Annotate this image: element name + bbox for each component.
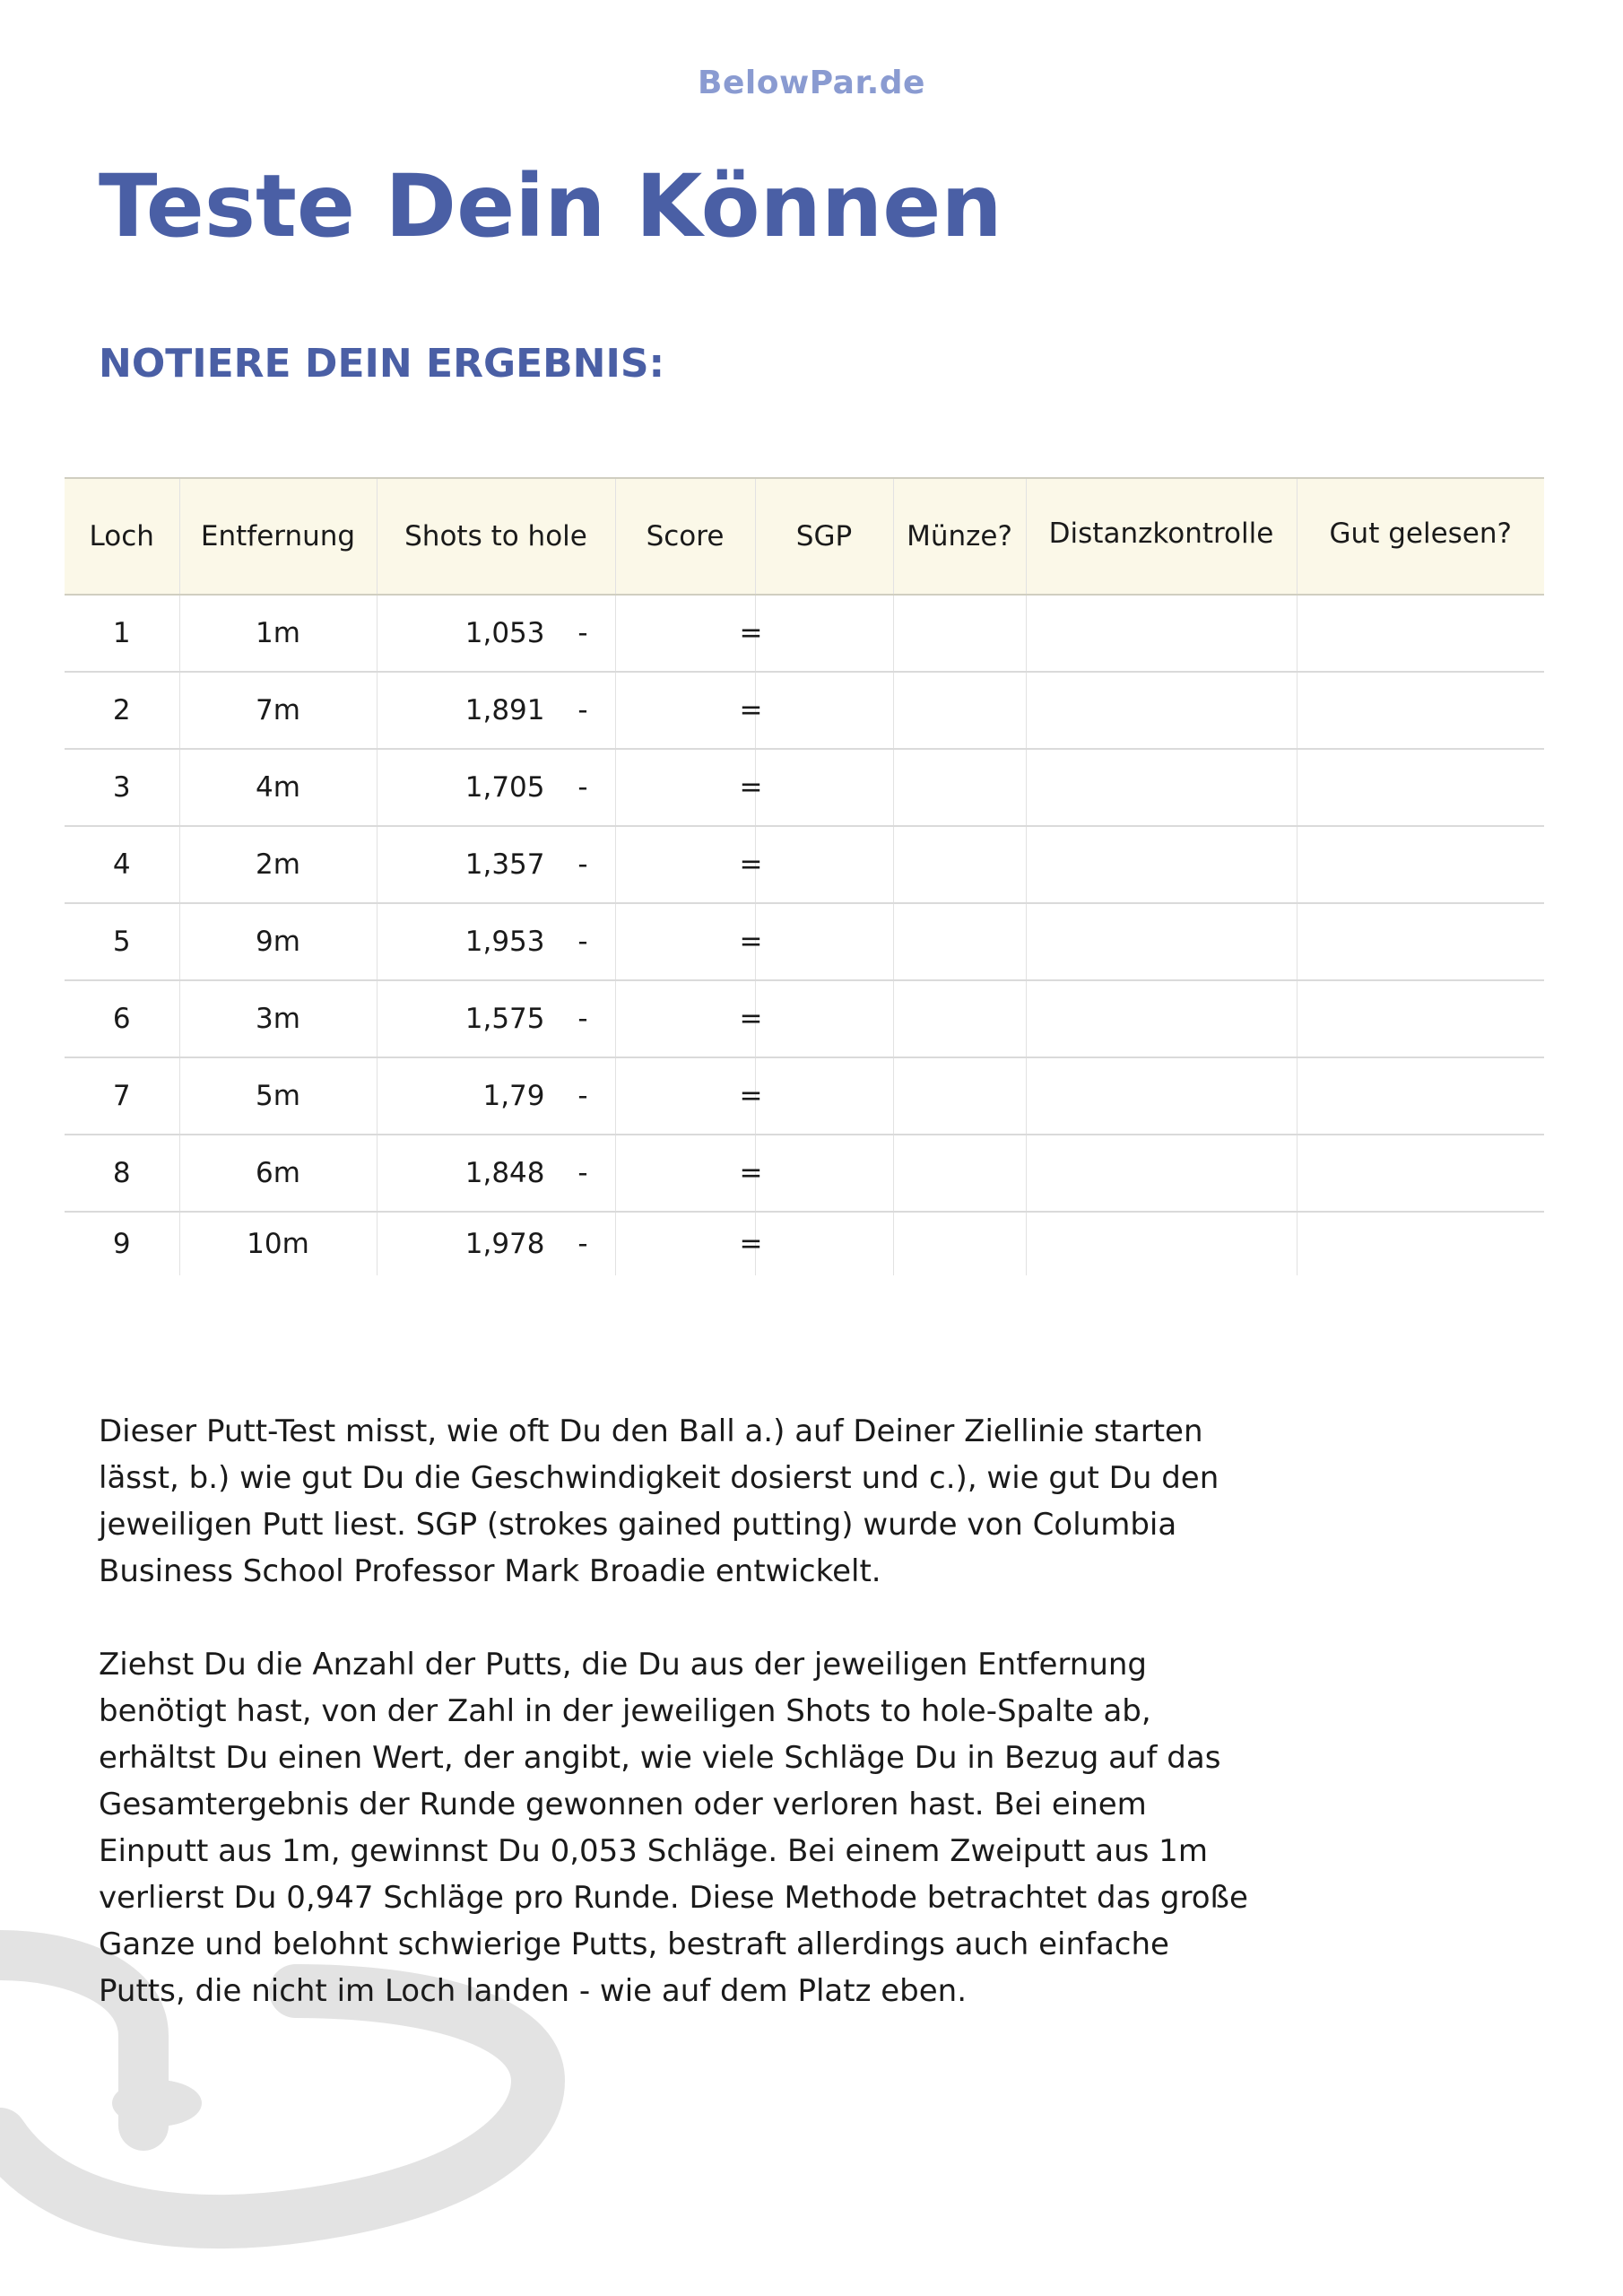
read-well-cell[interactable] bbox=[1297, 826, 1544, 903]
hole-cell: 2 bbox=[65, 672, 179, 749]
hole-cell: 6 bbox=[65, 980, 179, 1057]
column-header-hole: Loch bbox=[65, 478, 179, 595]
distance-cell: 9m bbox=[179, 903, 377, 980]
score-cell[interactable] bbox=[615, 980, 763, 1057]
shots-cell bbox=[377, 903, 615, 980]
shots-cell bbox=[377, 595, 615, 672]
coin-cell[interactable] bbox=[893, 1212, 1026, 1275]
minus-sign: - bbox=[577, 771, 588, 804]
coin-cell[interactable] bbox=[893, 595, 1026, 672]
shots-value: 1,891 bbox=[464, 694, 545, 726]
column-header-distance: Entfernung bbox=[179, 478, 377, 595]
read-well-cell[interactable] bbox=[1297, 1212, 1544, 1275]
score-cell[interactable] bbox=[615, 672, 763, 749]
distance-cell: 6m bbox=[179, 1135, 377, 1212]
shots-cell bbox=[377, 1212, 615, 1275]
description-text bbox=[99, 1408, 1264, 2061]
minus-sign: - bbox=[577, 1080, 588, 1112]
minus-sign: - bbox=[577, 1157, 588, 1189]
read-well-cell[interactable] bbox=[1297, 1057, 1544, 1135]
shots-cell bbox=[377, 749, 615, 826]
sgp-cell[interactable] bbox=[755, 595, 893, 672]
table-row bbox=[65, 749, 1544, 826]
section-title: NOTIERE DEIN ERGEBNIS: bbox=[99, 341, 665, 387]
minus-sign: - bbox=[577, 694, 588, 726]
sgp-cell[interactable] bbox=[755, 749, 893, 826]
shots-cell bbox=[377, 980, 615, 1057]
sgp-cell[interactable] bbox=[755, 1135, 893, 1212]
score-cell[interactable] bbox=[615, 1212, 763, 1275]
equals-sign: = bbox=[739, 926, 763, 958]
minus-sign: - bbox=[577, 848, 588, 881]
score-cell[interactable] bbox=[615, 903, 763, 980]
read-well-cell[interactable] bbox=[1297, 595, 1544, 672]
shots-value: 1,705 bbox=[464, 771, 545, 804]
column-header-shots-to-hole: Shots to hole bbox=[377, 478, 615, 595]
coin-cell[interactable] bbox=[893, 672, 1026, 749]
description-paragraph: Dieser Putt-Test misst, wie oft Du den Ball a.) auf Deiner Ziellinie starten lässt, b.) wie gut Du die Geschwindigkeit dosierst und c.), wie gut Du den jeweiligen Putt liest. SGP (strokes gained putting) wurde von Columbia Business School Professor Mark Broadie entwickelt. bbox=[99, 1413, 1219, 1589]
table-row bbox=[65, 826, 1544, 903]
distance-cell: 4m bbox=[179, 749, 377, 826]
equals-sign: = bbox=[739, 617, 763, 649]
equals-sign: = bbox=[739, 1228, 763, 1260]
equals-sign: = bbox=[739, 771, 763, 804]
column-header-score: Score bbox=[615, 478, 755, 595]
coin-cell[interactable] bbox=[893, 1057, 1026, 1135]
read-well-cell[interactable] bbox=[1297, 749, 1544, 826]
distance-control-cell[interactable] bbox=[1026, 749, 1297, 826]
shots-value: 1,848 bbox=[464, 1157, 545, 1189]
coin-cell[interactable] bbox=[893, 980, 1026, 1057]
score-cell[interactable] bbox=[615, 749, 763, 826]
sgp-cell[interactable] bbox=[755, 672, 893, 749]
sgp-cell[interactable] bbox=[755, 903, 893, 980]
shots-value: 1,79 bbox=[482, 1080, 545, 1112]
table-row bbox=[65, 903, 1544, 980]
distance-cell: 1m bbox=[179, 595, 377, 672]
distance-control-cell[interactable] bbox=[1026, 980, 1297, 1057]
distance-control-cell[interactable] bbox=[1026, 1212, 1297, 1275]
equals-sign: = bbox=[739, 694, 763, 726]
hole-cell: 8 bbox=[65, 1135, 179, 1212]
coin-cell[interactable] bbox=[893, 749, 1026, 826]
brand-name: BelowPar.de bbox=[698, 65, 925, 101]
distance-control-cell[interactable] bbox=[1026, 672, 1297, 749]
column-header-distance-control: Distanzkontrolle bbox=[1026, 478, 1297, 595]
hole-cell: 7 bbox=[65, 1057, 179, 1135]
table-row bbox=[65, 980, 1544, 1057]
shots-value: 1,575 bbox=[464, 1003, 545, 1035]
table-row bbox=[65, 595, 1544, 672]
sgp-cell[interactable] bbox=[755, 1212, 893, 1275]
shots-value: 1,053 bbox=[464, 617, 545, 649]
description-paragraph: Ziehst Du die Anzahl der Putts, die Du aus der jeweiligen Entfernung benötigt hast, von der Zahl in der jeweiligen Shots to hole-Spalte ab, erhältst Du einen Wert, der angibt, wie viele Schläge Du in Bezug auf das Gesamtergebnis der Runde gewonnen oder verloren hast. Bei einem Einputt aus 1m, gewinnst Du 0,053 Schläge. Bei einem Zweiputt aus 1m verlierst Du 0,947 Schläge pro Runde. Diese Methode betrachtet das große Ganze und belohnt schwierige Putts, bestraft allerdings auch einfache Putts, die nicht im Loch landen - wie auf dem Platz eben. bbox=[99, 1647, 1248, 2009]
read-well-cell[interactable] bbox=[1297, 672, 1544, 749]
column-header-read-well: Gut gelesen? bbox=[1297, 478, 1544, 595]
coin-cell[interactable] bbox=[893, 1135, 1026, 1212]
hole-cell: 4 bbox=[65, 826, 179, 903]
table-row bbox=[65, 1212, 1544, 1275]
coin-cell[interactable] bbox=[893, 903, 1026, 980]
hole-cell: 3 bbox=[65, 749, 179, 826]
equals-sign: = bbox=[739, 1157, 763, 1189]
column-header-sgp: SGP bbox=[755, 478, 893, 595]
minus-sign: - bbox=[577, 1003, 588, 1035]
minus-sign: - bbox=[577, 1228, 588, 1260]
hole-cell: 1 bbox=[65, 595, 179, 672]
distance-control-cell[interactable] bbox=[1026, 595, 1297, 672]
minus-sign: - bbox=[577, 926, 588, 958]
shots-value: 1,978 bbox=[464, 1228, 545, 1260]
table-row bbox=[65, 1057, 1544, 1135]
sgp-cell[interactable] bbox=[755, 826, 893, 903]
distance-cell: 10m bbox=[179, 1212, 377, 1275]
read-well-cell[interactable] bbox=[1297, 980, 1544, 1057]
equals-sign: = bbox=[739, 1003, 763, 1035]
shots-value: 1,357 bbox=[464, 848, 545, 881]
score-cell[interactable] bbox=[615, 1057, 763, 1135]
equals-sign: = bbox=[739, 1080, 763, 1112]
read-well-cell[interactable] bbox=[1297, 1135, 1544, 1212]
distance-control-cell[interactable] bbox=[1026, 826, 1297, 903]
sgp-cell[interactable] bbox=[755, 1057, 893, 1135]
score-cell[interactable] bbox=[615, 826, 763, 903]
table-row bbox=[65, 1135, 1544, 1212]
sgp-cell[interactable] bbox=[755, 980, 893, 1057]
distance-control-cell[interactable] bbox=[1026, 1135, 1297, 1212]
hole-cell: 9 bbox=[112, 1228, 131, 1260]
page-title: Teste Dein Können bbox=[99, 156, 1002, 257]
table-row bbox=[65, 672, 1544, 749]
minus-sign: - bbox=[577, 617, 588, 649]
shots-cell bbox=[377, 826, 615, 903]
distance-cell: 5m bbox=[179, 1057, 377, 1135]
score-table bbox=[65, 477, 1544, 1275]
distance-cell: 2m bbox=[179, 826, 377, 903]
shots-cell bbox=[377, 1057, 615, 1135]
read-well-cell[interactable] bbox=[1297, 903, 1544, 980]
distance-control-cell[interactable] bbox=[1026, 903, 1297, 980]
equals-sign: = bbox=[739, 848, 763, 881]
score-cell[interactable] bbox=[615, 1135, 763, 1212]
shots-value: 1,953 bbox=[464, 926, 545, 958]
score-cell[interactable] bbox=[615, 595, 763, 672]
distance-control-cell[interactable] bbox=[1026, 1057, 1297, 1135]
hole-cell: 5 bbox=[65, 903, 179, 980]
distance-cell: 3m bbox=[179, 980, 377, 1057]
shots-cell bbox=[377, 1135, 615, 1212]
column-header-coin: Münze? bbox=[893, 478, 1026, 595]
distance-cell: 7m bbox=[179, 672, 377, 749]
coin-cell[interactable] bbox=[893, 826, 1026, 903]
shots-cell bbox=[377, 672, 615, 749]
table-header-row bbox=[65, 478, 1544, 595]
